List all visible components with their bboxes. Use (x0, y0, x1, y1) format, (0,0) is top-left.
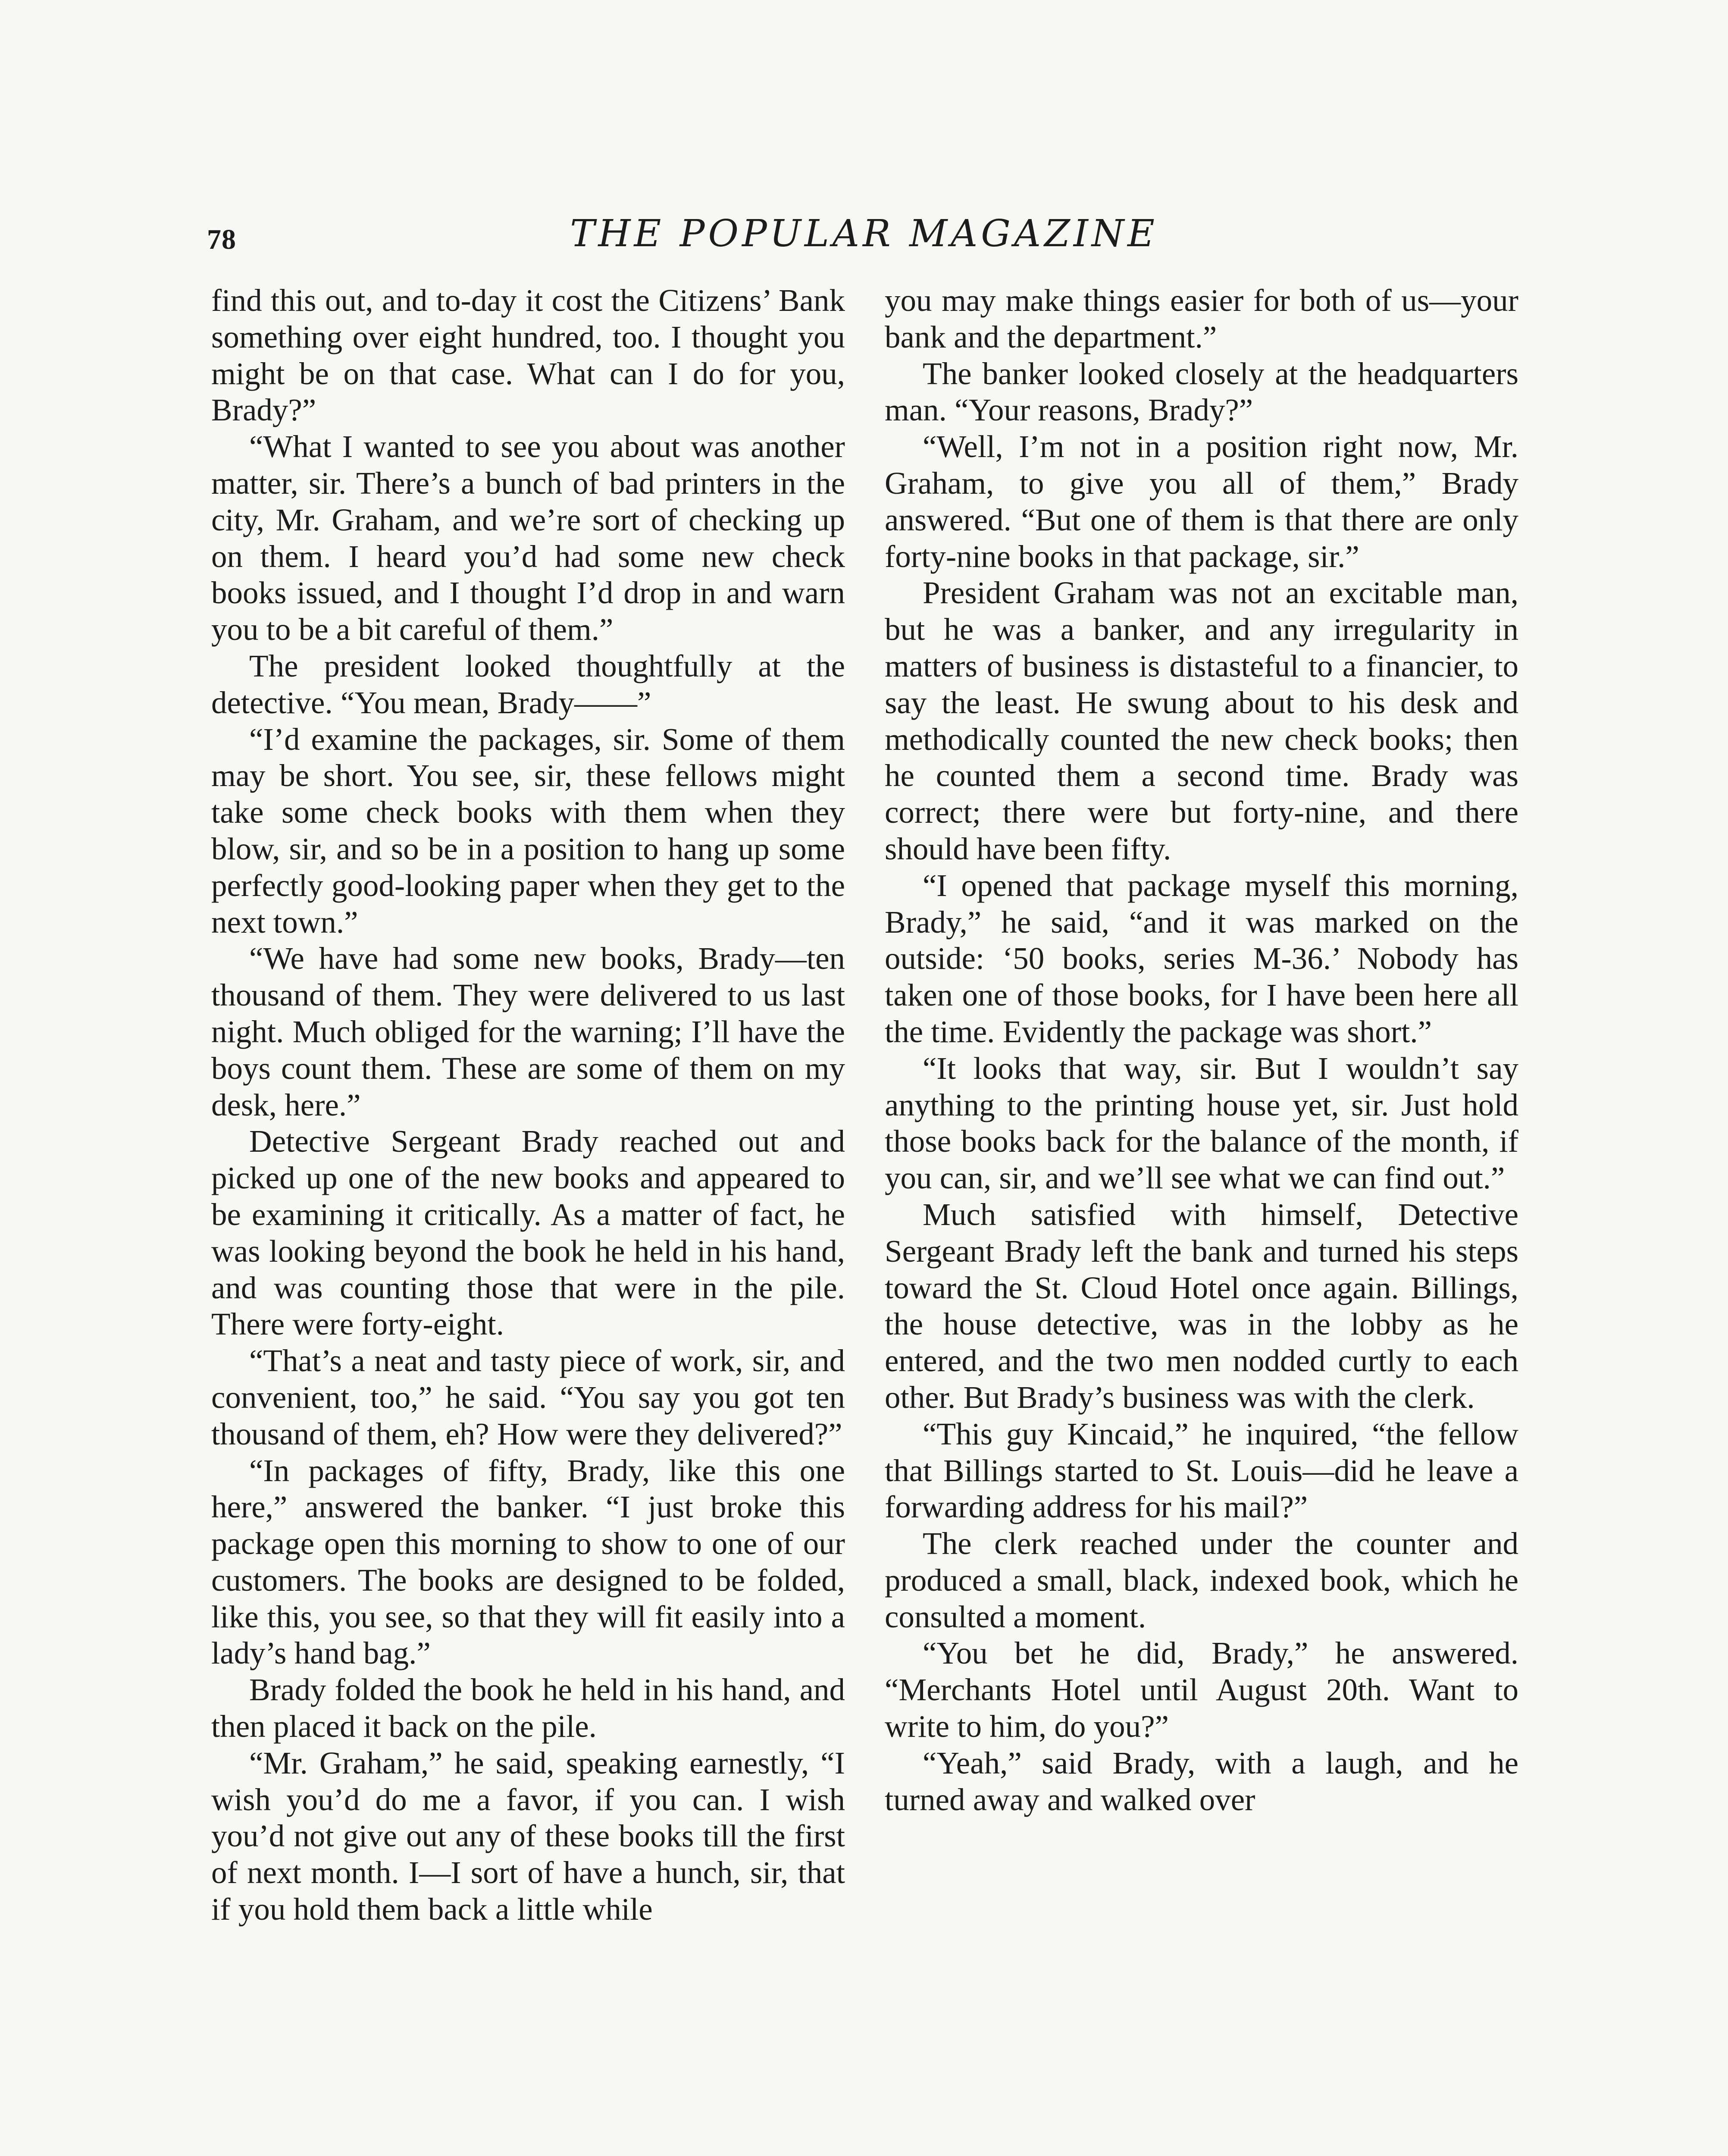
page-number: 78 (207, 224, 236, 255)
paragraph: President Graham was not an excitable man, but he was a banker, and any irregularity in matters of business is distasteful to a financier, to say the least. He swung about to his desk and methodically counted the new check books; then he counted them a second time. Brady was correct; there were but forty-nine, and there should have been fifty. (885, 575, 1518, 866)
left-column (211, 282, 845, 1928)
paragraph: “That’s a neat and tasty piece of work, sir, and convenient, too,” he said. “You say you got ten thousand of them, eh? How were they delivered?” (211, 1343, 845, 1451)
paragraph: Brady folded the book he held in his hand, and then placed it back on the pile. (211, 1672, 845, 1744)
paragraph: find this out, and to-day it cost the Citizens’ Bank something over eight hundred, too. I thought you might be on that case. What can I do for you, Brady?” (211, 283, 845, 428)
paragraph: “In packages of fifty, Brady, like this one here,” answered the banker. “I just broke this package open this morning to show to one of our customers. The books are designed to be folded, like this, you see, so that they will fit easily into a lady’s hand bag.” (211, 1453, 845, 1671)
paragraph: “This guy Kincaid,” he inquired, “the fellow that Billings started to St. Louis—did he leave a forwarding address for his mail?” (885, 1416, 1518, 1525)
paragraph: Detective Sergeant Brady reached out and picked up one of the new books and appeared to be examining it critically. As a matter of fact, he was looking beyond the book he held in his hand, and was counting those that were in the pile. There were forty-eight. (211, 1124, 845, 1342)
paragraph: The clerk reached under the counter and produced a small, black, indexed book, which he consulted a moment. (885, 1526, 1518, 1634)
paragraph: Much satisfied with himself, Detective Sergeant Brady left the bank and turned his steps toward the St. Cloud Hotel once again. Billings, the house detective, was in the lobby as he entered, and the two men nodded curtly to each other. But Brady’s business was with the clerk. (885, 1197, 1518, 1415)
running-head: THE POPULAR MAGAZINE (570, 212, 1158, 255)
paragraph: “You bet he did, Brady,” he answered. “Merchants Hotel until August 20th. Want to write to him, do you?” (885, 1636, 1518, 1744)
paragraph: The banker looked closely at the headquarters man. “Your reasons, Brady?” (885, 356, 1518, 428)
paragraph: “Well, I’m not in a position right now, Mr. Graham, to give you all of them,” Brady answered. “But one of them is that there are only forty-nine books in that package, sir.” (885, 429, 1518, 574)
paragraph: “It looks that way, sir. But I wouldn’t say anything to the printing house yet, sir. Just hold those books back for the balance of the month, if you can, sir, and we’ll see what we can find out.” (885, 1050, 1518, 1196)
paragraph: “Mr. Graham,” he said, speaking earnestly, “I wish you’d do me a favor, if you can. I wish you’d not give out any of these books till the first of next month. I—I sort of have a hunch, sir, that if you hold them back a little while (211, 1745, 845, 1927)
paragraph: “We have had some new books, Brady—ten thousand of them. They were delivered to us last night. Much obliged for the warning; I’ll have the boys count them. These are some of them on my desk, here.” (211, 941, 845, 1122)
paragraph: “I’d examine the packages, sir. Some of them may be short. You see, sir, these fellows might take some check books with them when they blow, sir, and so be in a position to hang up some perfectly good-looking paper when they get to the next town.” (211, 721, 845, 940)
paragraph: “What I wanted to see you about was another matter, sir. There’s a bunch of bad printers in the city, Mr. Graham, and we’re sort of checking up on them. I heard you’d had some new check books issued, and I thought I’d drop in and warn you to be a bit careful of them.” (211, 429, 845, 647)
paragraph: “Yeah,” said Brady, with a laugh, and he turned away and walked over (885, 1745, 1518, 1817)
paragraph: you may make things easier for both of us—your bank and the department.” (885, 283, 1518, 354)
paragraph: “I opened that package myself this morning, Brady,” he said, “and it was marked on the outside: ‘50 books, series M-36.’ Nobody has taken one of those books, for I have been here all the time. Evidently the package was short.” (885, 868, 1518, 1049)
paragraph: The president looked thoughtfully at the detective. “You mean, Brady——” (211, 648, 845, 720)
right-column (885, 282, 1518, 1818)
